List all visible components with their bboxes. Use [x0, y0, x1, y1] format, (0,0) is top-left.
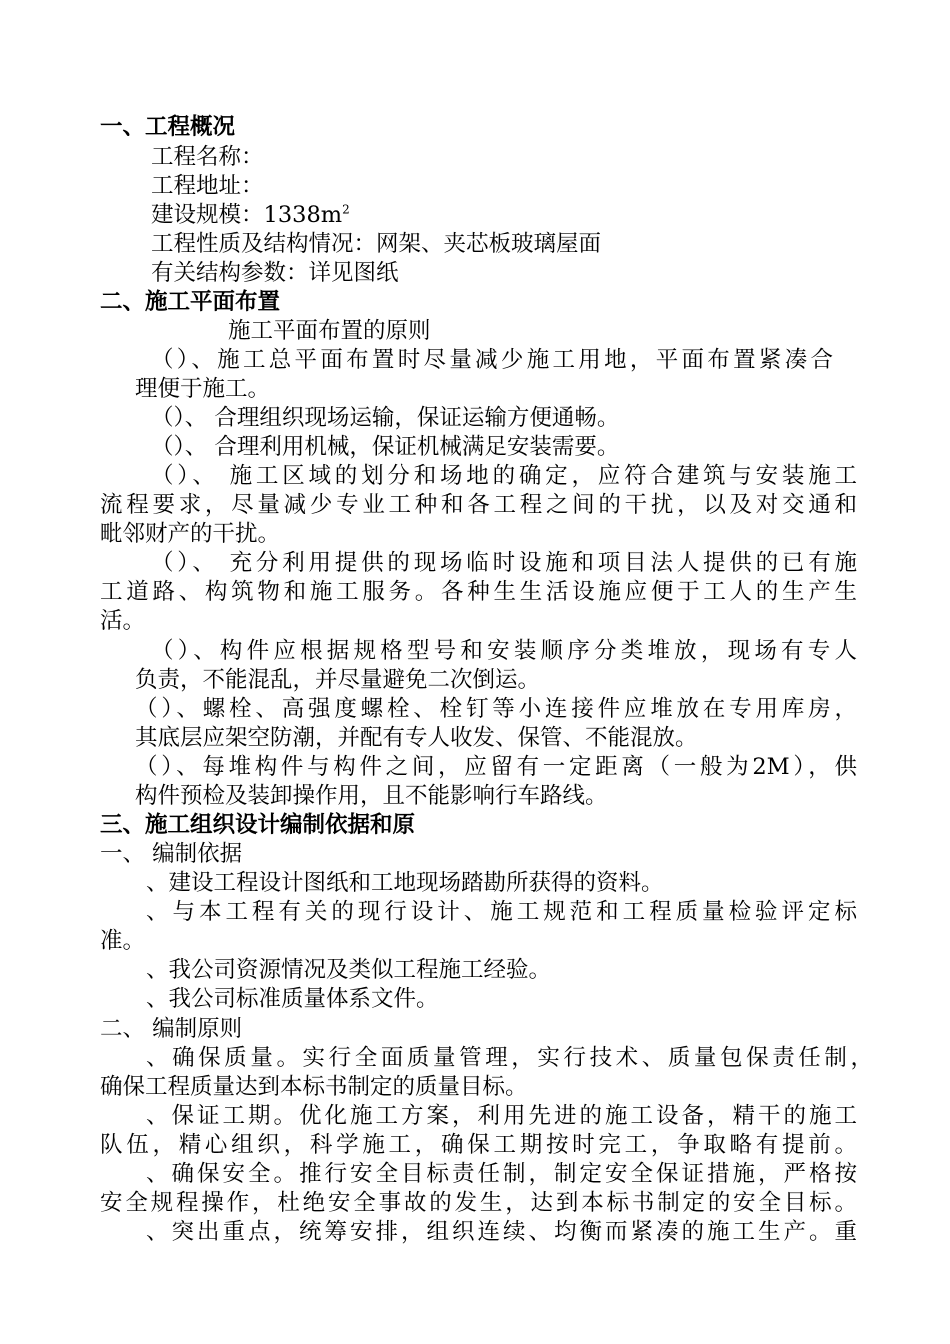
para-line: 、保证工期。优化施工方案，利用先进的施工设备，精干的施工	[146, 1103, 857, 1129]
para-line: 安全规程操作，杜绝安全事故的发生，达到本标书制定的安全目标。	[100, 1190, 857, 1216]
subheading-principles-2: 二、 编制原则	[100, 1016, 243, 1042]
para-line: 、我公司资源情况及类似工程施工经验。	[146, 957, 552, 983]
para-line: （）、每堆构件与构件之间，应留有一定距离（一般为2M），供	[135, 754, 857, 780]
superscript-2: 2	[342, 202, 350, 217]
subheading-principles: 施工平面布置的原则	[228, 318, 431, 344]
structure-params-line: 有关结构参数：详见图纸	[151, 260, 399, 286]
para-line: （）、 施工区域的划分和场地的确定，应符合建筑与安装施工	[151, 463, 857, 489]
para-line: 理便于施工。	[135, 376, 271, 402]
para-line: 、建设工程设计图纸和工地现场踏勘所获得的资料。	[146, 870, 664, 896]
para-line: 确保工程质量达到本标书制定的质量目标。	[100, 1074, 528, 1100]
heading-3: 三、施工组织设计编制依据和原	[100, 812, 416, 838]
para-line: 负责，不能混乱，并尽量避免二次倒运。	[135, 667, 541, 693]
para-line: 其底层应架空防潮，并配有专人收发、保管、不能混放。	[135, 725, 698, 751]
project-scale-text: 建设规模：1338m	[151, 202, 343, 228]
para-line: 、与本工程有关的现行设计、施工规范和工程质量检验评定标	[146, 899, 857, 925]
para-line: 、确保质量。实行全面质量管理，实行技术、质量包保责任制，	[146, 1045, 873, 1071]
project-name-line: 工程名称：	[151, 144, 264, 170]
para-line: （）、 合理利用机械，保证机械满足安装需要。	[151, 434, 620, 460]
project-address-line: 工程地址：	[151, 173, 264, 199]
para-line: 、确保安全。推行安全目标责任制，制定安全保证措施，严格按	[146, 1161, 857, 1187]
project-scale-line	[151, 201, 350, 230]
para-line: 、我公司标准质量体系文件。	[146, 986, 439, 1012]
para-line: （）、构件应根据规格型号和安装顺序分类堆放，现场有专人	[151, 638, 857, 664]
heading-1: 一、工程概况	[100, 114, 236, 140]
para-line: （）、 充分利用提供的现场临时设施和项目法人提供的已有施	[151, 550, 857, 576]
heading-2: 二、施工平面布置	[100, 289, 281, 315]
para-line: （）、螺栓、高强度螺栓、栓钉等小连接件应堆放在专用库房，	[135, 696, 857, 722]
para-line: 、突出重点，统筹安排，组织连续、均衡而紧凑的施工生产。重	[146, 1219, 857, 1245]
subheading-basis: 一、 编制依据	[100, 841, 243, 867]
para-line: 毗邻财产的干扰。	[100, 521, 281, 547]
para-line: 准。	[100, 928, 146, 954]
para-line: 队伍，精心组织，科学施工，确保工期按时完工，争取略有提前。	[100, 1132, 857, 1158]
project-nature-line: 工程性质及结构情况：网架、夹芯板玻璃屋面	[151, 231, 602, 257]
para-line: 流程要求，尽量减少专业工种和各工程之间的干扰，以及对交通和	[100, 492, 857, 518]
para-line: 构件预检及装卸操作用，且不能影响行车路线。	[135, 783, 608, 809]
para-line: （）、 合理组织现场运输，保证运输方便通畅。	[151, 405, 620, 431]
para-line: 活。	[100, 608, 146, 634]
para-line: （）、施工总平面布置时尽量减少施工用地，平面布置紧凑合	[151, 347, 833, 373]
para-line: 工道路、构筑物和施工服务。各种生生活设施应便于工人的生产生	[100, 579, 857, 605]
